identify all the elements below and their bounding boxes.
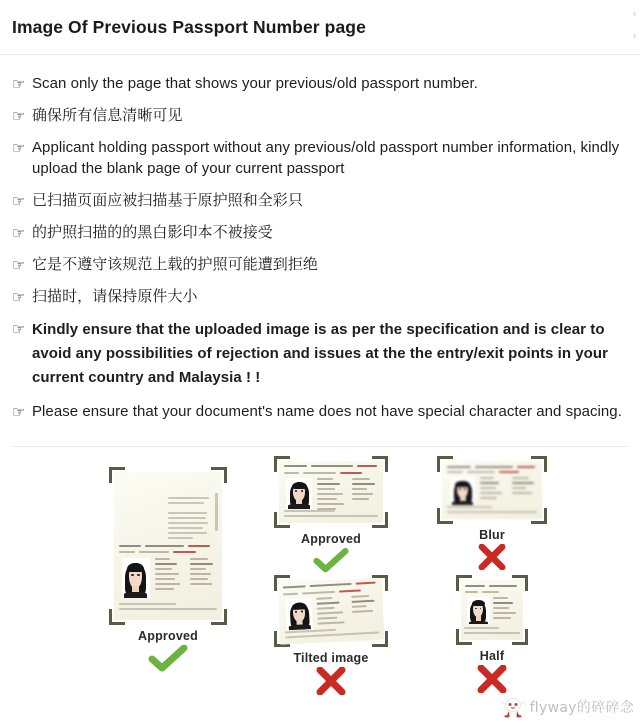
passport-header-line [465,585,521,587]
passport-subheader-line [284,472,379,474]
passport-field-column-left [493,597,518,622]
passport-mrz [119,603,216,613]
pointing-hand-icon: ☞ [12,403,26,421]
passport-subheader-line [465,591,521,593]
passport-header-line [284,465,379,467]
document-frame [461,580,523,640]
passport-image-page [279,461,383,523]
instructions-list [0,55,640,430]
list-item [12,190,628,211]
passport-portrait-photo [286,598,314,630]
list-item [12,254,628,275]
passport-field-column-left [317,478,346,513]
passport-paragraph [168,497,209,542]
watermark [500,696,634,718]
passport-field-column-right [190,558,216,588]
gallery-item-label: Approved [301,532,361,546]
list-item-text: 扫描时，请保持原件大小 [32,287,198,305]
list-item-text: 的护照扫描的的黑白影印本不被接受 [32,223,273,241]
green-check-icon [108,645,228,677]
pointing-hand-icon: ☞ [12,320,26,338]
document-frame [279,461,383,523]
passport-subheader-line [447,471,538,473]
gallery-item-full-passport-spread[interactable] [108,472,228,677]
gallery-item-passport-tilted[interactable] [272,580,390,699]
pointing-hand-icon: ☞ [12,224,26,242]
sample-gallery [0,447,640,722]
pointing-hand-icon: ☞ [12,192,26,210]
gallery-item-passport-data-page[interactable] [272,461,390,578]
pointing-hand-icon: ☞ [12,288,26,306]
passport-header-line [119,545,217,547]
list-item-text: 已扫描页面应被扫描基于原护照和全彩只 [32,191,303,209]
pointing-hand-icon: ☞ [12,75,26,93]
passport-mrz [447,506,537,516]
list-item-text: 确保所有信息清晰可见 [32,106,183,124]
list-item-text: Please ensure that your document's name does not have special character and spacing. [32,403,622,420]
passport-portrait-photo [122,558,150,598]
pointing-hand-icon: ☞ [12,256,26,274]
page-title: Image Of Previous Passport Number page [12,16,366,37]
green-check-icon [272,548,390,578]
passport-field-column-left [480,477,506,502]
red-cross-icon [272,667,390,699]
list-item-text: 它是不遵守该规范上载的护照可能遭到拒绝 [32,255,318,273]
passport-portrait-photo [286,478,312,509]
gallery-item-passport-half[interactable] [440,580,544,697]
vertical-ellipsis-icon[interactable] [630,12,638,38]
passport-subheader-line [119,551,217,553]
red-cross-icon [436,544,548,574]
gallery-item-label: Blur [479,528,505,542]
passport-portrait-photo [467,597,489,625]
passport-portrait-photo [450,477,475,505]
passport-image-spread [114,472,222,620]
passport-field-column-left [317,596,348,627]
passport-image-blur [442,461,542,519]
passport-field-column-left [155,558,183,593]
page-header [0,0,640,55]
document-frame [279,580,383,642]
passport-subheader-line [283,588,378,595]
passport-image-half [461,580,523,640]
list-item [12,222,628,243]
passport-field-column-right [352,478,377,503]
passport-vertical-band [215,493,218,531]
gallery-item-passport-blurred[interactable] [436,461,548,574]
gallery-item-label: Approved [138,629,198,643]
list-item-text: Scan only the page that shows your previous/old passport number. [32,75,478,92]
pointing-hand-icon: ☞ [12,107,26,125]
list-item-text: Kindly ensure that the uploaded image is as per the specification and is clear to avoid any possibilities of rejection and issues at the the entry/exit points in your current country and Malaysia ! ! [32,321,608,386]
watermark-text: flyway的碎碎念 [529,700,634,716]
document-frame [114,472,222,620]
passport-field-column-right [512,477,536,497]
passport-mrz [284,510,378,520]
passport-mrz [464,627,520,637]
passport-field-column-right [351,594,377,615]
pointing-hand-icon: ☞ [12,139,26,157]
passport-image-tilted [277,577,384,644]
passport-header-line [447,466,538,468]
list-item [12,286,628,307]
list-item [12,318,628,390]
list-item [12,137,628,179]
edge-mark-dot [633,34,636,38]
list-item-text: Applicant holding passport without any previous/old passport number information, kindly upload the blank page of your current passport [32,139,620,177]
list-item [12,105,628,126]
red-cross-icon [440,665,544,697]
edge-mark-dot [633,12,636,16]
document-frame [442,461,542,519]
mascot-icon [500,696,526,718]
list-item [12,73,628,94]
gallery-item-label: Tilted image [293,651,369,665]
list-item [12,401,628,422]
gallery-item-label: Half [479,649,505,663]
